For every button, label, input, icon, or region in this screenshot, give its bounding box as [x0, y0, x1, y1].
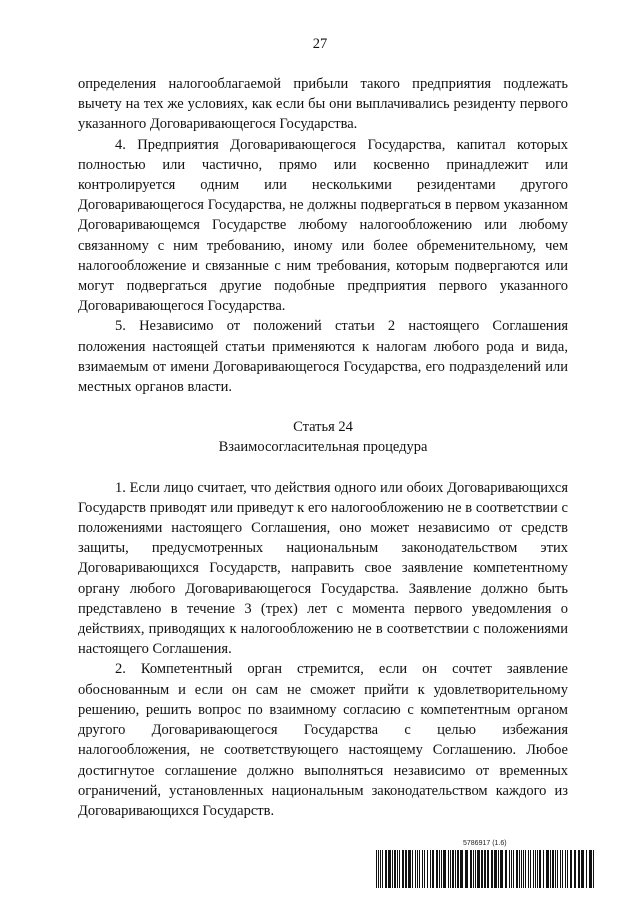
paragraph-item-4: 4. Предприятия Договаривающегося Государства, капитал которых полностью или частично, прямо или косвенно принадлежит или контролируется одним или несколькими резидентами другого Договаривающегося Государства, не должны подвергаться в первом указанном Договаривающемся Государстве любому налогообложению или любому связанному с ним требованию, иному или более обременительному, чем налогообложение и связанные с ним требования, которым подвергаются или могут подвергаться другие подобные предприятия первого указанного Договаривающегося Государства.: [78, 136, 568, 315]
barcode-image: [375, 850, 597, 888]
article-number: Статья 24: [293, 419, 353, 436]
paragraph-item-5: 5. Независимо от положений статьи 2 настоящего Соглашения положения настоящей статьи применяются к налогам любого рода и вида, взимаемым от имени Договаривающегося Государства, его подразделений или местных органов власти.: [78, 318, 568, 396]
barcode-block: [375, 840, 597, 890]
document-body: [78, 74, 568, 821]
page-number: 27: [312, 36, 328, 52]
paragraph-continuation: определения налогооблагаемой прибыли такого предприятия подлежать вычету на тех же условиях, как если бы они выплачивались резиденту первого указанного Договаривающегося Государства.: [78, 76, 568, 133]
article-title: Взаимосогласительная процедура: [218, 439, 428, 456]
barcode-number: 5786917 (1.6): [463, 840, 507, 847]
paragraph-article24-item-1: 1. Если лицо считает, что действия одного или обоих Договаривающихся Государств приводят или приведут к его налогообложению не в соответствии с положениями настоящего Соглашения, оно может независимо от средств защиты, предусмотренных национальным законодательством этих Договаривающихся Государств, направить свое заявление компетентному органу любого Договаривающегося Государства. Заявление должно быть представлено в течение 3 (трех) лет с момента первого уведомления о действиях, приводящих к налогообложению не в соответствии с положениями настоящего Соглашения.: [78, 479, 568, 658]
paragraph-article24-item-2: 2. Компетентный орган стремится, если он сочтет заявление обоснованным и если он сам не сможет прийти к удовлетворительному решению, решить вопрос по взаимному согласию с компетентным органом другого Договаривающегося Государства с целью избежания налогообложения, не соответствующего настоящему Соглашению. Любое достигнутое соглашение должно выполняться независимо от временных ограничений, установленных национальным законодательством каждого из Договаривающихся Государств.: [78, 661, 568, 819]
